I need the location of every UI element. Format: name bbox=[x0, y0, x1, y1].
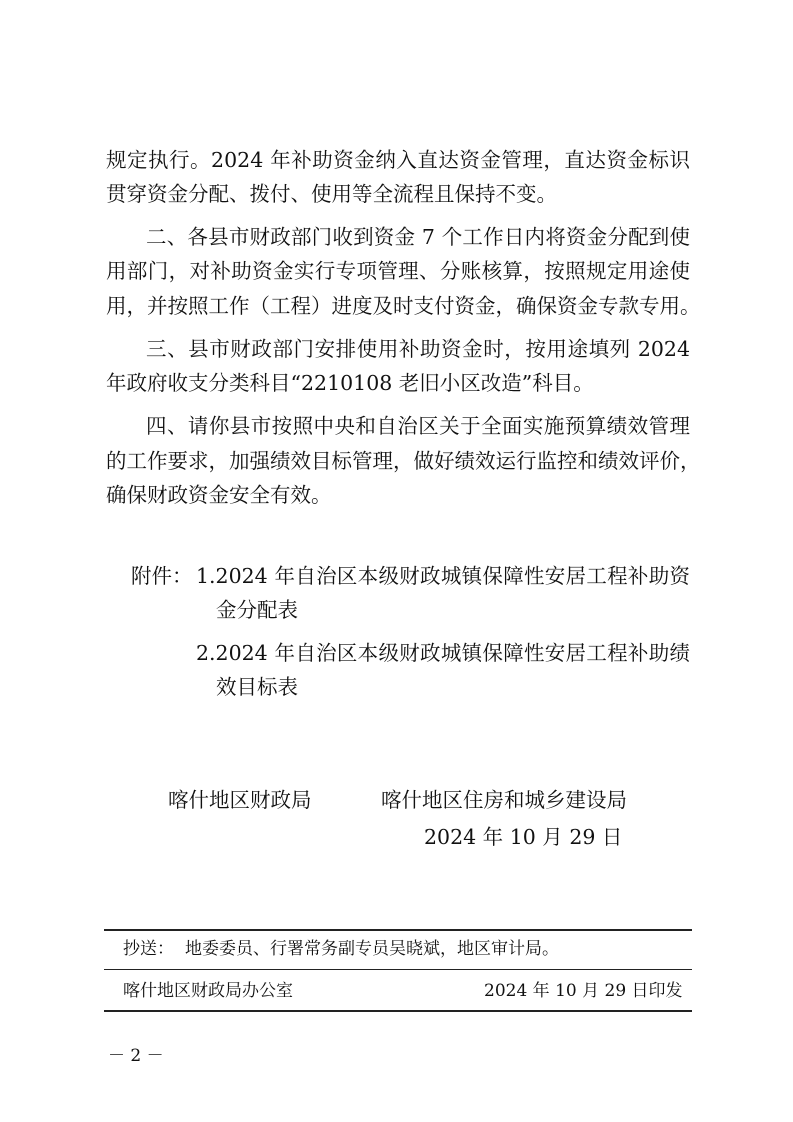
page-number: － 2 － bbox=[108, 1046, 164, 1066]
signature-date: 2024 年 10 月 29 日 bbox=[424, 825, 623, 849]
issuer: 喀什地区财政局办公室 bbox=[123, 981, 293, 1001]
body-line-8: 四、请你县市按照中央和自治区关于全面实施预算绩效管理 bbox=[146, 414, 690, 438]
issue-date: 2024 年 10 月 29 日印发 bbox=[484, 981, 683, 1001]
body-line-6: 三、县市财政部门安排使用补助资金时，按用途填列 2024 bbox=[146, 337, 690, 361]
cc-label: 抄送： bbox=[123, 939, 174, 959]
footer-top-rule bbox=[104, 929, 692, 931]
body-line-2: 贯穿资金分配、拨付、使用等全流程且保持不变。 bbox=[106, 182, 557, 206]
body-line-1: 规定执行。2024 年补助资金纳入直达资金管理，直达资金标识 bbox=[106, 148, 690, 172]
body-line-4: 用部门，对补助资金实行专项管理、分账核算，按照规定用途使 bbox=[106, 259, 690, 283]
footer-bottom-rule bbox=[104, 1010, 692, 1012]
attachment-2-line-1: 2.2024 年自治区本级财政城镇保障性安居工程补助绩 bbox=[196, 641, 690, 665]
signature-org-finance: 喀什地区财政局 bbox=[168, 788, 312, 812]
body-line-3: 二、各县市财政部门收到资金 7 个工作日内将资金分配到使 bbox=[146, 225, 690, 249]
attachment-2-line-2: 效目标表 bbox=[216, 675, 298, 699]
signature-org-housing: 喀什地区住房和城乡建设局 bbox=[381, 788, 627, 812]
body-line-9: 的工作要求，加强绩效目标管理，做好绩效运行监控和绩效评价， bbox=[106, 449, 701, 473]
footer-middle-rule bbox=[104, 969, 692, 970]
attachment-label: 附件： bbox=[131, 564, 193, 588]
body-line-10: 确保财政资金安全有效。 bbox=[106, 483, 332, 507]
cc-text: 地委委员、行署常务副专员吴晓斌，地区审计局。 bbox=[185, 939, 559, 959]
attachment-1-line-2: 金分配表 bbox=[216, 598, 298, 622]
body-line-5: 用，并按照工作（工程）进度及时支付资金，确保资金专款专用。 bbox=[106, 294, 701, 318]
body-line-7: 年政府收支分类科目“2210108 老旧小区改造”科目。 bbox=[106, 371, 594, 395]
attachment-1-line-1: 1.2024 年自治区本级财政城镇保障性安居工程补助资 bbox=[196, 564, 690, 588]
